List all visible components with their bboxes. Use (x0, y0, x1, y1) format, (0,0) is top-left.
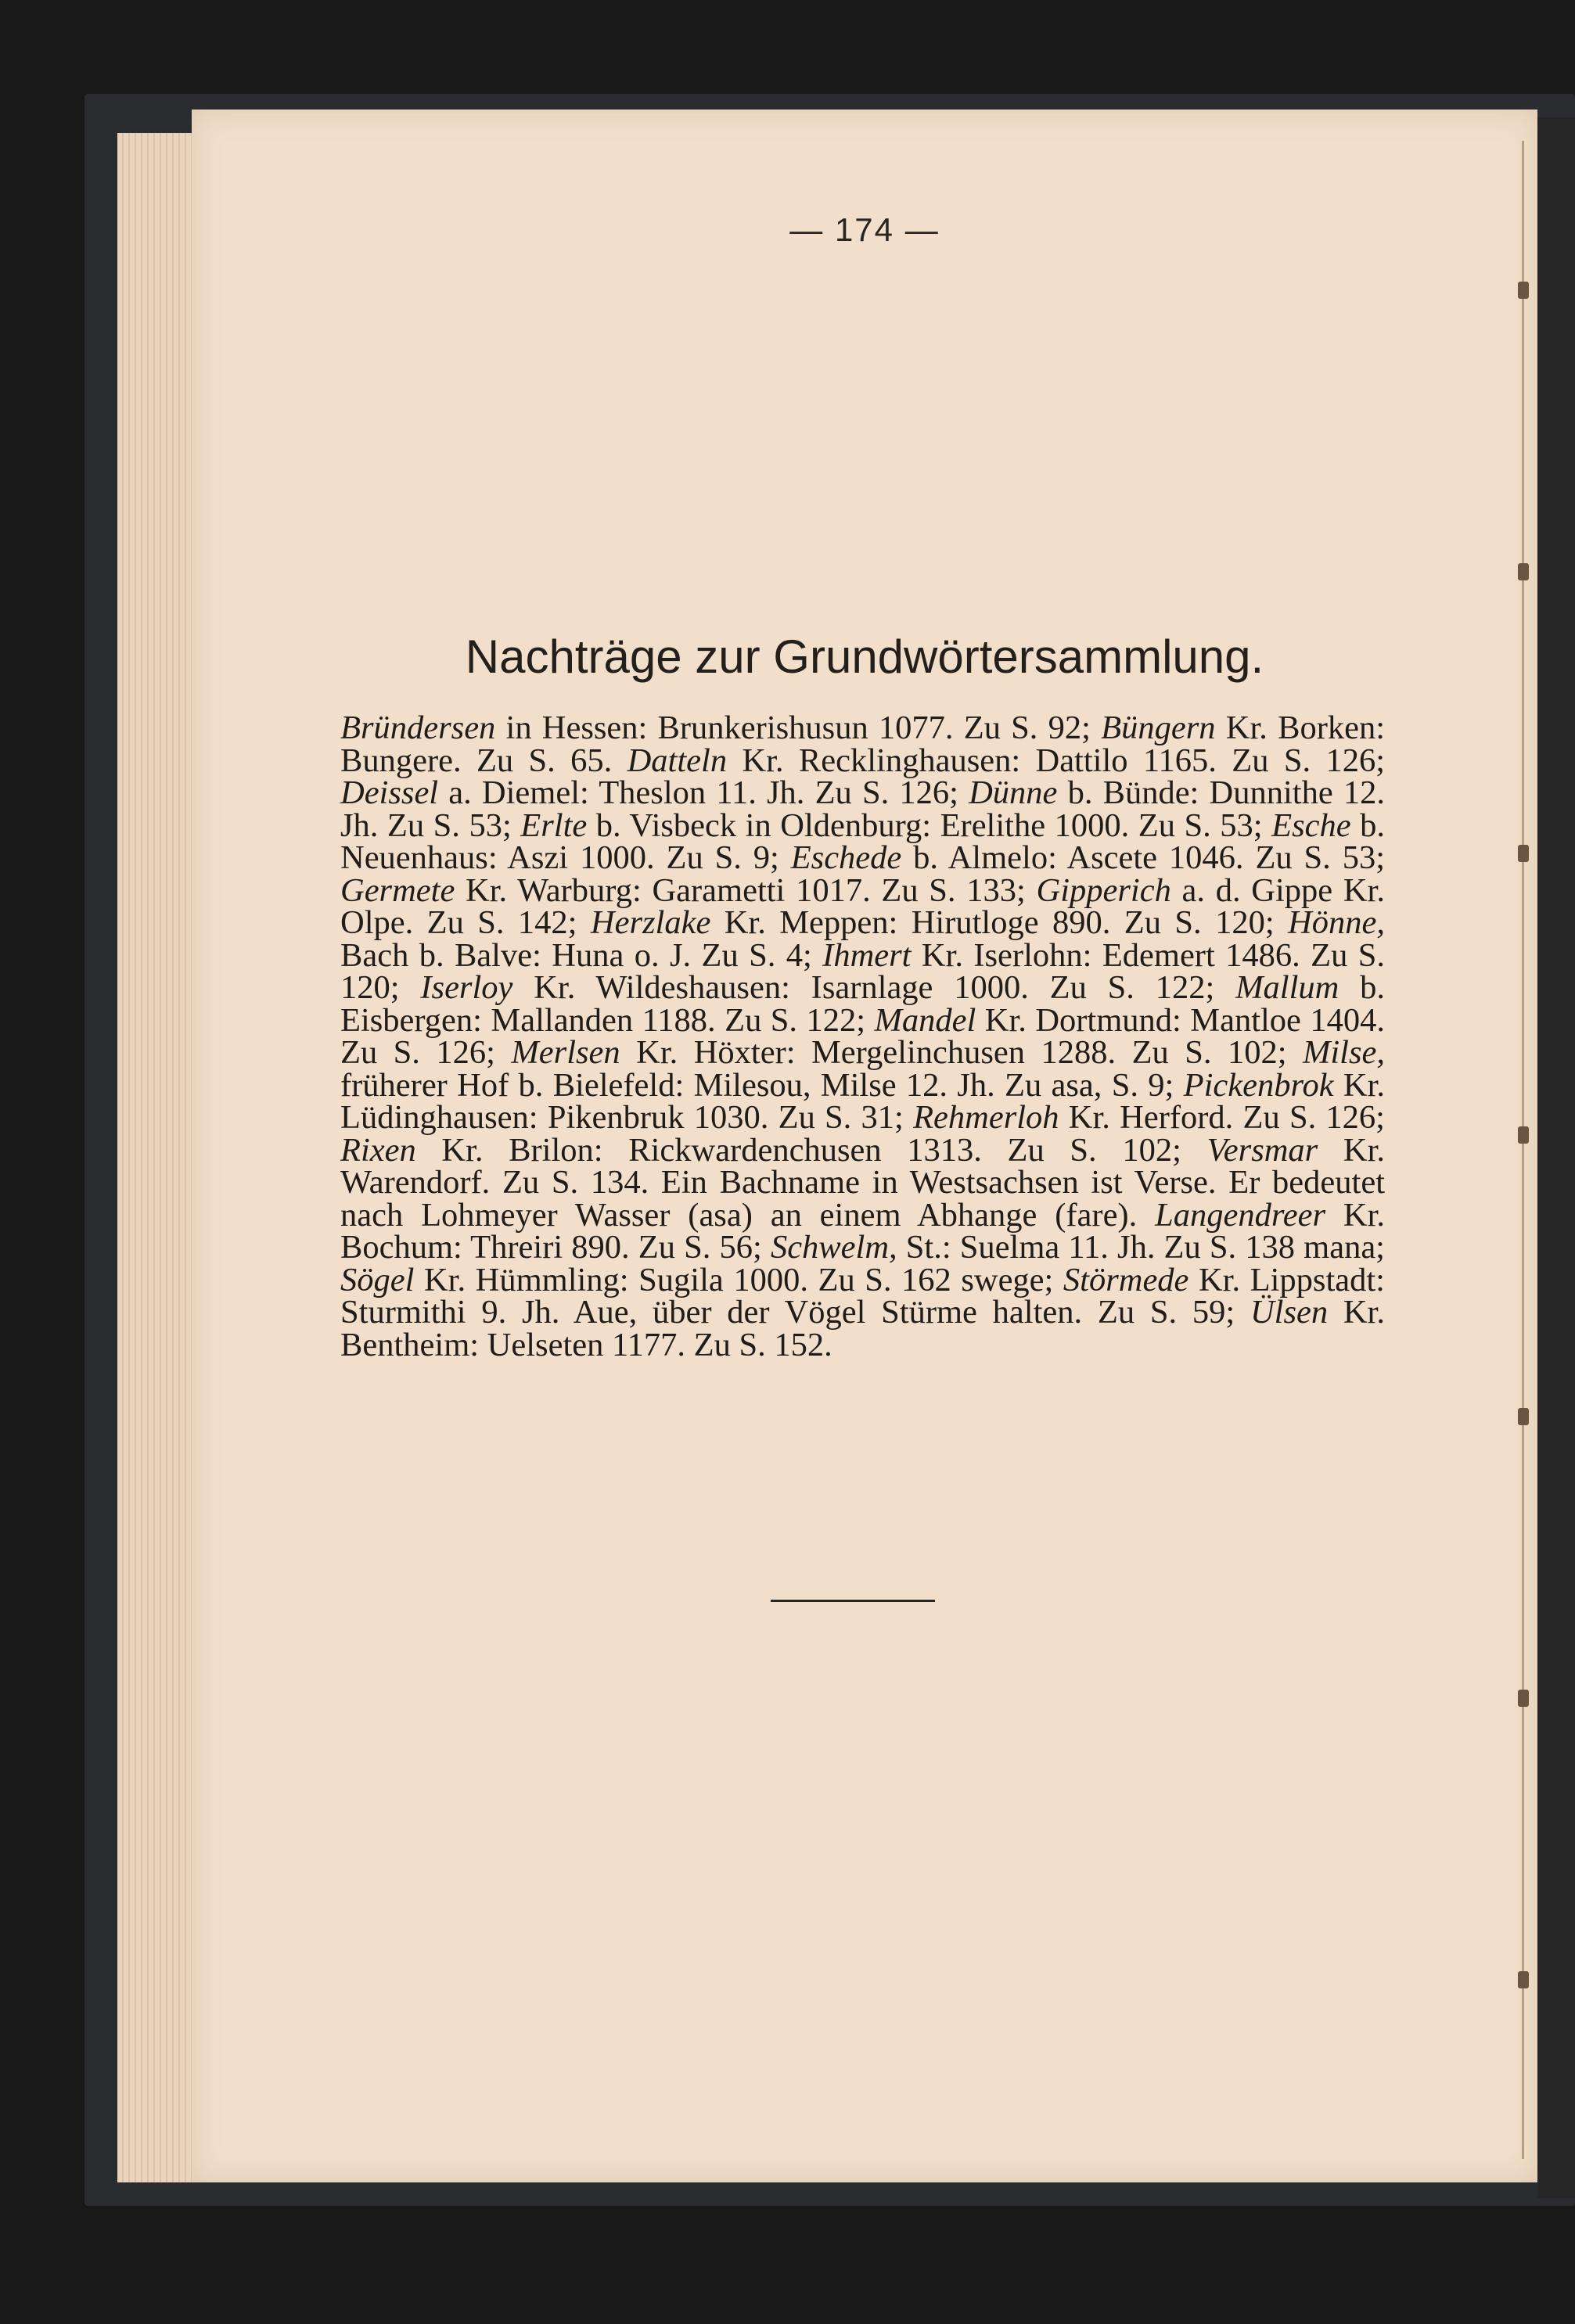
entry-text: b. Bünde: Dunnithe 12. Jh. Zu S. 53; (340, 774, 1385, 844)
background-right (1537, 117, 1575, 2198)
entry-text: Kr. Bentheim: Uelseten 1177. Zu S. 152. (340, 1294, 1385, 1363)
place-name: Mandel (874, 1001, 976, 1039)
entry-text: Kr. Herford. Zu S. 126; (1059, 1099, 1385, 1136)
entry-text: Kr. Lippstadt: Sturmithi 9. Jh. Aue, über der Vögel Stürme halten. Zu S. 59; (340, 1261, 1385, 1331)
entry-text: Kr. Iserlohn: Edemert 1486. Zu S. 120; (340, 936, 1385, 1006)
binding-stitch (1518, 845, 1529, 862)
entry-text: a. d. Gippe Kr. Olpe. Zu S. 142; (340, 871, 1385, 941)
entry-text: Kr. Recklinghausen: Dattilo 1165. Zu S. 126; (727, 742, 1385, 779)
place-name: Esche (1271, 806, 1351, 844)
place-name: Versmar (1206, 1131, 1318, 1169)
page-number: — 174 — (789, 211, 940, 248)
place-name: Gipperich (1036, 871, 1171, 909)
entry-text: Kr. Meppen: Hirutloge 890. Zu S. 120; (710, 904, 1289, 941)
entry-text: Kr. Dortmund: Mantloe 1404. Zu S. 126; (340, 1001, 1385, 1071)
entry-text: Kr. Hümmling: Sugila 1000. Zu S. 162 swege; (414, 1261, 1063, 1298)
entry-text: a. Diemel: Theslon 11. Jh. Zu S. 126; (438, 774, 969, 811)
section-divider (771, 1600, 935, 1602)
entry-text: b. Visbeck in Oldenburg: Erelithe 1000. Zu S. 53; (587, 806, 1272, 844)
place-name: Schwelm, (770, 1229, 897, 1266)
place-name: Ülsen (1250, 1294, 1329, 1331)
place-name: Rehmerloh (913, 1099, 1059, 1136)
entry-text: Kr. Brilon: Rickwardenchusen 1313. Zu S. 102; (415, 1131, 1207, 1169)
entry-text: Kr. Höxter: Mergelinchusen 1288. Zu S. 102; (620, 1034, 1303, 1071)
entry-text: St.: Suelma 11. Jh. Zu S. 138 mana; (897, 1229, 1385, 1266)
place-name: Büngern (1101, 709, 1216, 746)
body-paragraph (340, 709, 1386, 1363)
place-name: Ihmert (822, 936, 912, 974)
place-name: Herzlake (590, 904, 711, 941)
place-name: Bründersen (340, 709, 496, 746)
binding-stitch (1518, 1126, 1529, 1144)
place-name: Deissel (340, 774, 439, 811)
entry-text: b. Almelo: Ascete 1046. Zu S. 53; (901, 839, 1386, 876)
binding-stitch (1518, 1690, 1529, 1707)
place-name: Dünne (969, 774, 1058, 811)
place-name: Sögel (340, 1261, 415, 1298)
entry-text: b. Neuenhaus: Aszi 1000. Zu S. 9; (340, 806, 1386, 876)
entry-text: in Hessen: Brunkerishusun 1077. Zu S. 92; (495, 709, 1102, 746)
entry-text: Kr. Bochum: Threiri 890. Zu S. 56; (340, 1196, 1386, 1266)
entry-text: Kr. Wildeshausen: Isarnlage 1000. Zu S. 122; (512, 969, 1236, 1006)
binding-stitch (1518, 563, 1529, 580)
entry-text: früherer Hof b. Bielefeld: Milesou, Milse 12. Jh. Zu asa, S. 9; (340, 1066, 1184, 1104)
section-title: Nachträge zur Grundwörtersammlung. (465, 630, 1264, 683)
gutter-line (1522, 141, 1524, 2159)
place-name: Merlsen (511, 1034, 620, 1071)
place-name: Germete (340, 871, 455, 909)
entry-text: Kr. Warburg: Garametti 1017. Zu S. 133; (455, 871, 1037, 909)
place-name: Erlte (520, 806, 588, 844)
entry-text: Kr. Lüdinghausen: Pikenbruk 1030. Zu S. 31; (340, 1066, 1385, 1136)
place-name: Langendreer (1155, 1196, 1326, 1234)
place-name: Datteln (627, 742, 728, 779)
entry-text: b. Eisbergen: Mallanden 1188. Zu S. 122; (340, 969, 1386, 1039)
place-name: Eschede (790, 839, 902, 876)
place-name: Hönne, (1288, 904, 1385, 941)
place-name: Iserloy (420, 969, 513, 1006)
entry-text: Kr. Warendorf. Zu S. 134. Ein Bachname in Westsachsen ist Verse. Er bedeutet nach Lohmeyer Wasser (asa) an einem Abhange (fare). (340, 1131, 1386, 1234)
place-name: Milse, (1302, 1034, 1386, 1071)
binding-stitch (1518, 282, 1529, 299)
entry-text: Kr. Borken: Bungere. Zu S. 65. (340, 709, 1386, 779)
place-name: Mallum (1235, 969, 1339, 1006)
book-page (192, 110, 1537, 2182)
place-name: Rixen (340, 1131, 416, 1169)
entry-text: Bach b. Balve: Huna o. J. Zu S. 4; (340, 936, 823, 974)
place-name: Pickenbrok (1183, 1066, 1334, 1104)
binding-stitch (1518, 1408, 1529, 1425)
binding-stitch (1518, 1971, 1529, 1988)
place-name: Störmede (1063, 1261, 1189, 1298)
